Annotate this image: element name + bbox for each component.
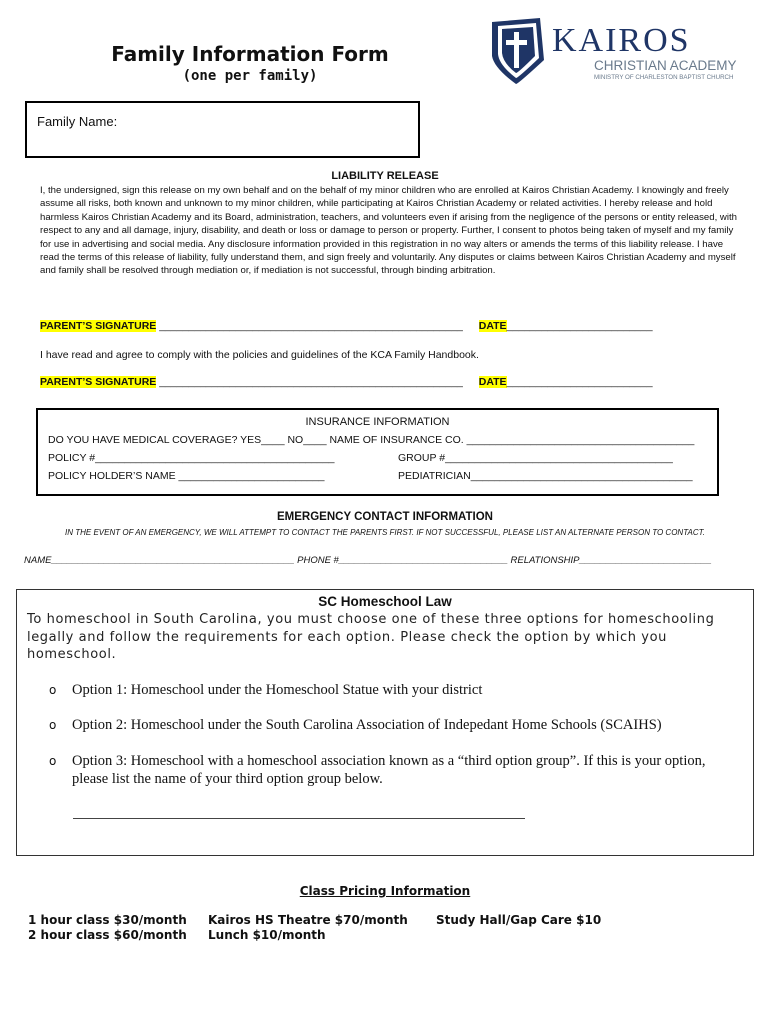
homeschool-title: SC Homeschool Law (318, 594, 452, 609)
price-item: Study Hall/Gap Care $10 (436, 913, 602, 927)
homeschool-section (16, 589, 754, 856)
logo-name: KAIROS (552, 22, 691, 59)
pricing-col-3 (436, 913, 601, 928)
family-name-field[interactable] (25, 101, 420, 158)
shield-cross-icon (492, 18, 544, 84)
signature-line[interactable]: ____________________________________________________ (159, 320, 463, 332)
pricing-col-1 (28, 913, 187, 943)
policy-holder-field[interactable]: POLICY HOLDER’S NAME _________________________ (48, 470, 325, 482)
emergency-title: EMERGENCY CONTACT INFORMATION (277, 511, 493, 523)
logo-line1: CHRISTIAN ACADEMY (594, 58, 737, 73)
pediatrician-field[interactable]: PEDIATRICIAN______________________________________ (398, 470, 693, 482)
option-1-checkbox[interactable]: o (49, 683, 57, 697)
signature-row-1 (40, 320, 653, 332)
family-name-label: Family Name: (37, 114, 118, 129)
option-2-label: Option 2: Homeschool under the South Carolina Association of Indepedant Home Schools (SCAIHS) (72, 717, 662, 733)
price-item: 1 hour class $30/month (28, 913, 187, 927)
homeschool-intro: To homeschool in South Carolina, you must choose one of these three options for homeschooling legally and follow the requirements for each option. Please check the option by which you homeschool. (27, 612, 715, 662)
insurance-section (36, 408, 719, 496)
price-item: 2 hour class $60/month (28, 928, 187, 942)
kairos-logo (488, 16, 748, 86)
signature-row-2 (40, 376, 653, 388)
form-subtitle: (one per family) (182, 68, 318, 84)
policy-number-field[interactable]: POLICY #_________________________________________ (48, 452, 335, 464)
option-3[interactable] (49, 752, 749, 792)
date-line[interactable]: _________________________ (506, 320, 653, 332)
date-label: DATE (478, 376, 507, 388)
option-3-checkbox[interactable]: o (49, 754, 57, 768)
pricing-col-2 (208, 913, 408, 943)
signature-label: PARENT’S SIGNATURE (40, 376, 157, 388)
insurance-title: INSURANCE INFORMATION (305, 416, 450, 428)
option-1[interactable] (49, 681, 749, 701)
option-2[interactable] (49, 716, 749, 736)
signature-line[interactable]: ____________________________________________________ (159, 376, 463, 388)
date-label: DATE (478, 320, 507, 332)
option-3-label: Option 3: Homeschool with a homeschool association known as a “third option group”. If this is your option, please list the name of your third option group below. (72, 753, 706, 787)
date-line[interactable]: _________________________ (506, 376, 653, 388)
signature-label: PARENT’S SIGNATURE (40, 320, 157, 332)
emergency-note: IN THE EVENT OF AN EMERGENCY, WE WILL ATTEMPT TO CONTACT THE PARENTS FIRST. IF NOT SUCCESSFUL, PLEASE LIST AN ALTERNATE PERSON TO CONTACT. (65, 528, 705, 537)
liability-title: LIABILITY RELEASE (331, 170, 439, 182)
form-title: Family Information Form (111, 42, 389, 66)
price-item: Lunch $10/month (208, 928, 326, 942)
liability-text: I, the undersigned, sign this release on my own behalf and on the behalf of my minor children who are enrolled at Kairos Christian Academy. I knowingly and freely assume all risks, both known and unknown to my minor children, while participating at Kairos Christian Academy or related activities. I hereby release and hold harmless Kairos Christian Academy and its Board, administration, teachers, and volunteers even if arising from the negligence of the persons or entity released, with respect to any and all damage, injury, disability, and death or loss or damage to person or property. Further, I consent to photos being taken of myself and my family for use in advertising and social media. Any disclosure information provided in this registration in no way alters or amends the terms of this liability release. I have read the terms of this release of liability, fully understand them, and sign freely and voluntarily. Any disputes or claims between Kairos Christian Academy and myself and family shall be resolved through mediation or, if mediation is not successful, through binding arbitration. (40, 185, 737, 277)
option-2-checkbox[interactable]: o (49, 718, 57, 732)
option-1-label: Option 1: Homeschool under the Homeschool Statue with your district (72, 682, 483, 698)
logo-line2: MINISTRY OF CHARLESTON BAPTIST CHURCH (594, 74, 734, 81)
pricing-title: Class Pricing Information (299, 884, 471, 898)
handbook-agreement: I have read and agree to comply with the policies and guidelines of the KCA Family Handbook. (40, 349, 479, 361)
price-item: Kairos HS Theatre $70/month (208, 913, 408, 927)
group-number-field[interactable]: GROUP #_______________________________________ (398, 452, 673, 464)
third-option-group-field[interactable] (73, 818, 525, 819)
emergency-fields[interactable]: NAME______________________________________________ PHONE #________________________________ RELATIONSHIP_________________________ (24, 555, 712, 566)
coverage-row[interactable]: DO YOU HAVE MEDICAL COVERAGE? YES____ NO____ NAME OF INSURANCE CO. _______________________________________ (48, 434, 695, 446)
